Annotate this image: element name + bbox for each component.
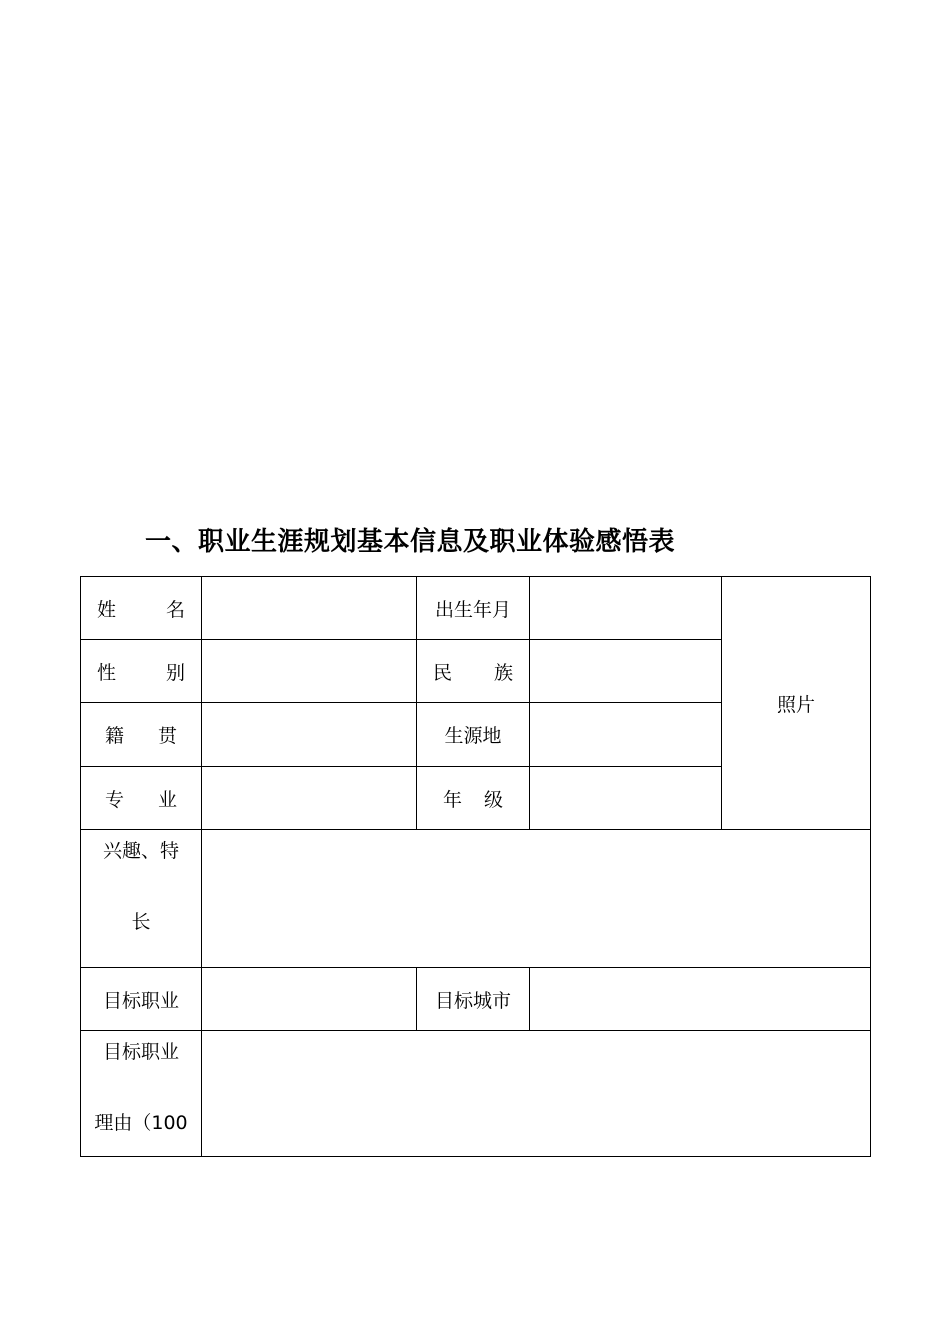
major-label-char-1: 专 bbox=[105, 788, 125, 811]
target-reason-label-cell bbox=[81, 1031, 202, 1157]
form-title: 一、职业生涯规划基本信息及职业体验感悟表 bbox=[145, 527, 676, 557]
name-label-cell bbox=[81, 577, 202, 640]
hobby-value-cell[interactable] bbox=[202, 830, 871, 968]
target-job-label: 目标职业 bbox=[102, 989, 179, 1012]
native-place-label-char-2: 贯 bbox=[157, 725, 177, 747]
grade-label-char-2: 级 bbox=[483, 788, 503, 811]
ethnicity-label-char-1: 民 bbox=[433, 661, 453, 684]
target-reason-value-cell[interactable] bbox=[202, 1031, 871, 1157]
gender-label-cell bbox=[81, 640, 202, 703]
gender-label-char-2: 别 bbox=[165, 661, 185, 684]
target-job-value-cell[interactable] bbox=[202, 968, 417, 1031]
target-city-label-cell bbox=[417, 968, 530, 1031]
target-city-value-cell[interactable] bbox=[530, 968, 871, 1031]
major-label-char-2: 业 bbox=[157, 788, 177, 811]
native-place-value-cell[interactable] bbox=[202, 703, 417, 767]
hobby-label-line-2: 长 bbox=[131, 911, 151, 933]
hobby-label-line-1: 兴趣、特 bbox=[102, 840, 179, 862]
birth-value-cell[interactable] bbox=[530, 577, 722, 640]
ethnicity-value-cell[interactable] bbox=[530, 640, 722, 703]
grade-value-cell[interactable] bbox=[530, 767, 722, 830]
name-label-char-2: 名 bbox=[165, 598, 185, 621]
native-place-label-cell bbox=[81, 703, 202, 767]
origin-label: 生源地 bbox=[444, 725, 502, 747]
target-reason-label-line-2: 理由（100 bbox=[94, 1112, 188, 1134]
grade-label-char-1: 年 bbox=[443, 788, 463, 811]
basic-info-table bbox=[80, 576, 871, 1157]
ethnicity-label-char-2: 族 bbox=[493, 661, 513, 684]
target-job-label-cell bbox=[81, 968, 202, 1031]
photo-cell[interactable] bbox=[722, 577, 871, 830]
origin-value-cell[interactable] bbox=[530, 703, 722, 767]
gender-label-char-1: 性 bbox=[97, 661, 117, 684]
name-label-char-1: 姓 bbox=[97, 598, 117, 621]
gender-value-cell[interactable] bbox=[202, 640, 417, 703]
origin-label-cell bbox=[417, 703, 530, 767]
birth-label: 出生年月 bbox=[434, 598, 511, 621]
native-place-label-char-1: 籍 bbox=[105, 725, 125, 747]
name-value-cell[interactable] bbox=[202, 577, 417, 640]
target-reason-label-line-1: 目标职业 bbox=[102, 1041, 179, 1063]
ethnicity-label-cell bbox=[417, 640, 530, 703]
major-value-cell[interactable] bbox=[202, 767, 417, 830]
major-label-cell bbox=[81, 767, 202, 830]
photo-label: 照片 bbox=[776, 693, 815, 716]
grade-label-cell bbox=[417, 767, 530, 830]
target-city-label: 目标城市 bbox=[434, 989, 511, 1012]
birth-label-cell bbox=[417, 577, 530, 640]
hobby-label-cell bbox=[81, 830, 202, 968]
